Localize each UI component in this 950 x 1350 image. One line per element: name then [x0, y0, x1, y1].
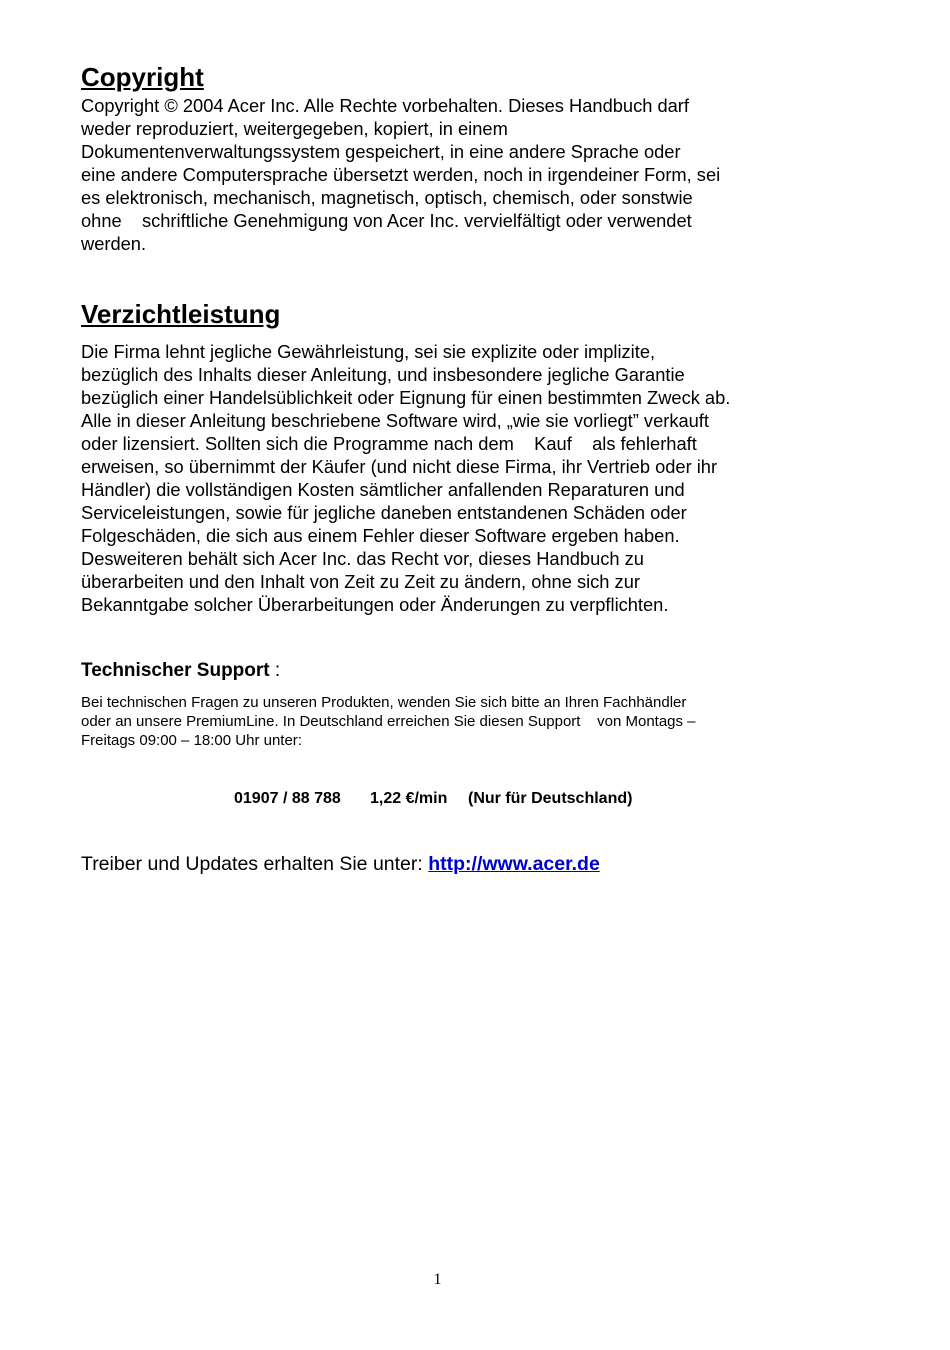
copyright-line: weder reproduziert, weitergegeben, kopiert, in einem	[81, 118, 508, 139]
copyright-line: ohne schriftliche Genehmigung von Acer Inc. vervielfältigt oder verwendet	[81, 210, 692, 231]
disclaimer-line: Alle in dieser Anleitung beschriebene Software wird, „wie sie vorliegt” verkauft	[81, 410, 709, 431]
support-heading	[81, 659, 280, 683]
disclaimer-line: oder lizensiert. Sollten sich die Programme nach dem Kauf als fehlerhaft	[81, 433, 697, 454]
copyright-line: Copyright © 2004 Acer Inc. Alle Rechte vorbehalten. Dieses Handbuch darf	[81, 95, 689, 116]
disclaimer-line: Desweiteren behält sich Acer Inc. das Recht vor, dieses Handbuch zu	[81, 548, 644, 569]
drivers-text: Treiber und Updates erhalten Sie unter:	[81, 853, 429, 875]
phone-price: 1,22 €/min	[370, 790, 448, 807]
disclaimer-line: bezüglich des Inhalts dieser Anleitung, und insbesondere jegliche Garantie	[81, 364, 685, 385]
disclaimer-heading: Verzichtleistung	[81, 299, 281, 329]
support-heading-text: Technischer Support	[81, 660, 270, 681]
disclaimer-line: Serviceleistungen, sowie für jegliche daneben entstandenen Schäden oder	[81, 502, 687, 523]
support-line: Freitags 09:00 – 18:00 Uhr unter:	[81, 732, 302, 749]
disclaimer-line: Folgeschäden, die sich aus einem Fehler dieser Software ergeben haben.	[81, 525, 680, 546]
copyright-line: eine andere Computersprache übersetzt werden, noch in irgendeiner Form, sei	[81, 164, 721, 185]
phone-note: (Nur für Deutschland)	[468, 790, 633, 807]
disclaimer-line: Händler) die vollständigen Kosten sämtlicher anfallenden Reparaturen und	[81, 479, 685, 500]
disclaimer-line: überarbeiten und den Inhalt von Zeit zu Zeit zu ändern, ohne sich zur	[81, 571, 640, 592]
copyright-heading: Copyright	[81, 62, 204, 92]
disclaimer-line: erweisen, so übernimmt der Käufer (und nicht diese Firma, ihr Vertrieb oder ihr	[81, 456, 718, 477]
disclaimer-line: bezüglich einer Handelsüblichkeit oder Eignung für einen bestimmten Zweck ab.	[81, 387, 731, 408]
disclaimer-line: Die Firma lehnt jegliche Gewährleistung, sei sie explizite oder implizite,	[81, 341, 656, 362]
support-line: oder an unsere PremiumLine. In Deutschland erreichen Sie diesen Support von Montags –	[81, 713, 696, 730]
phone-number: 01907 / 88 788	[234, 790, 341, 807]
copyright-line: Dokumentenverwaltungssystem gespeichert, in eine andere Sprache oder	[81, 141, 681, 162]
copyright-line: es elektronisch, mechanisch, magnetisch, optisch, chemisch, oder sonstwie	[81, 187, 693, 208]
support-heading-suffix: :	[269, 660, 281, 681]
disclaimer-line: Bekanntgabe solcher Überarbeitungen oder Änderungen zu verpflichten.	[81, 594, 669, 615]
acer-website-link[interactable]: http://www.acer.de	[428, 853, 600, 875]
support-phone	[234, 789, 632, 809]
support-line: Bei technischen Fragen zu unseren Produkten, wenden Sie sich bitte an Ihren Fachhändler	[81, 694, 687, 711]
copyright-line: werden.	[81, 233, 147, 254]
page-number: 1	[433, 1271, 442, 1288]
drivers-line	[81, 852, 600, 876]
